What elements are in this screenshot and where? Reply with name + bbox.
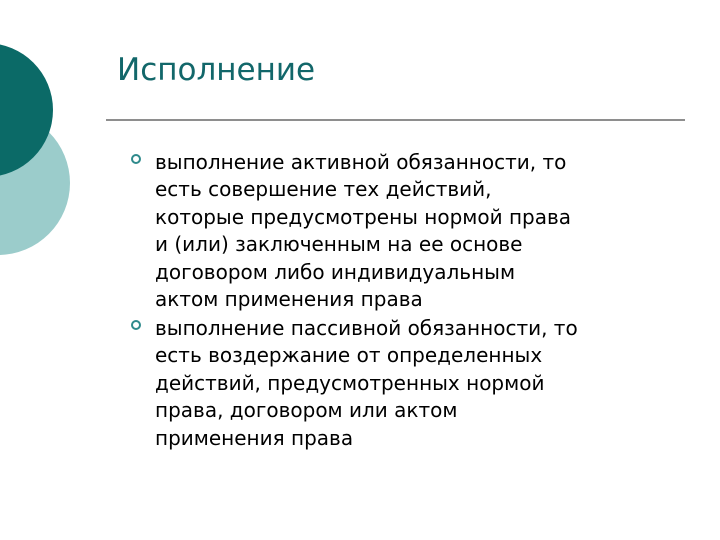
title-divider [106,119,685,121]
hollow-circle-bullet-icon [131,320,141,330]
decorative-circles [0,0,110,300]
slide-title: Исполнение [117,52,316,88]
bullet-text: выполнение пассивной обязанности, то есть воздержание от определенных действий, предусмотренных нормой права, договором или актом применения права [155,316,578,450]
hollow-circle-bullet-icon [131,154,141,164]
bullet-text: выполнение активной обязанности, то есть совершение тех действий, которые предусмотрены нормой права и (или) заключенным на ее основе договором либо индивидуальным актом применения права [155,150,572,312]
